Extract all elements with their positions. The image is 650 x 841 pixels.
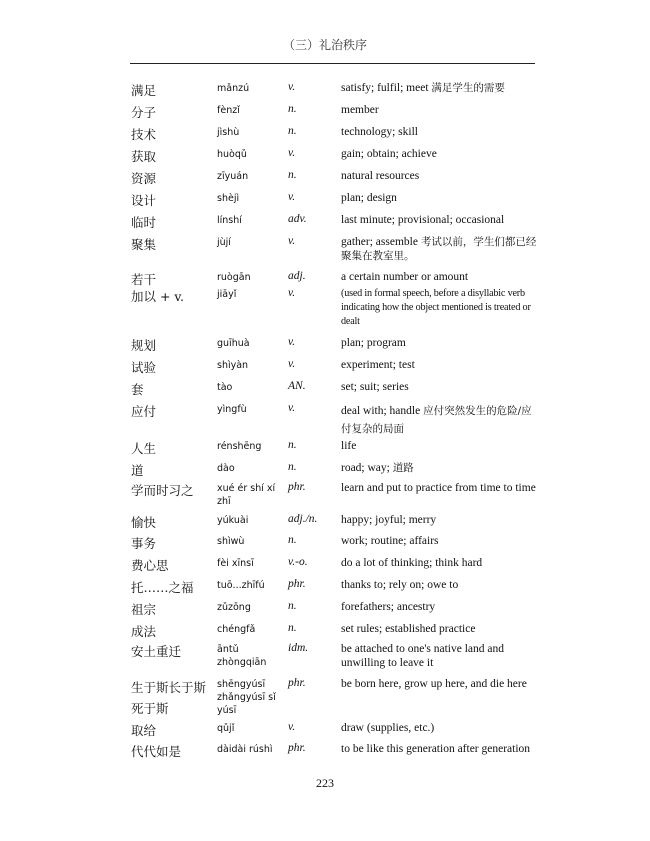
entry-pos: idm.	[288, 642, 309, 654]
entry-pos: v.	[288, 287, 296, 299]
entry-pinyin: dào	[217, 463, 235, 474]
header-rule	[130, 63, 535, 64]
entry-pinyin: zīyuán	[217, 171, 249, 182]
entry-pinyin: jiāyǐ	[217, 289, 237, 300]
list-item	[0, 620, 650, 640]
list-item	[0, 576, 650, 598]
entry-definition	[341, 439, 537, 453]
entry-hanzi: 若干	[131, 272, 157, 287]
list-item	[0, 233, 650, 268]
entry-pinyin: yìngfù	[217, 404, 247, 415]
entry-pinyin: línshí	[217, 215, 242, 226]
entry-definition	[341, 578, 537, 592]
definition-text: set rules; established practice	[341, 623, 476, 635]
list-item	[0, 123, 650, 145]
list-item	[0, 211, 650, 233]
entry-definition	[341, 336, 537, 350]
page-number: 223	[316, 776, 334, 790]
entry-definition	[341, 402, 537, 438]
entry-definition	[341, 556, 537, 570]
entry-hanzi: 聚集	[131, 237, 157, 252]
entry-pinyin: qǔjǐ	[217, 723, 235, 734]
entry-definition	[341, 191, 537, 205]
entry-pos: v.	[288, 336, 296, 348]
entry-pinyin: huòqǔ	[217, 149, 247, 160]
entry-pos: n.	[288, 534, 297, 546]
list-item	[0, 356, 650, 378]
entry-pos: AN.	[288, 380, 306, 392]
list-item	[0, 378, 650, 400]
definition-text: experiment; test	[341, 359, 415, 371]
example-text: 道路	[392, 462, 414, 474]
entry-hanzi: 成法	[131, 624, 157, 639]
entry-pos: phr.	[288, 742, 306, 754]
entry-hanzi: 技术	[131, 127, 157, 142]
definition-text: thanks to; rely on; owe to	[341, 579, 459, 591]
definition-text: (used in formal speech, before a disyllabic verb indicating how the object mentioned is treated or dealt	[341, 288, 531, 327]
entry-definition	[341, 622, 537, 636]
entry-pinyin: guīhuà	[217, 338, 250, 349]
list-item	[0, 459, 650, 479]
entry-pinyin: fènzǐ	[217, 105, 240, 116]
entry-hanzi: 愉快	[131, 515, 157, 530]
entry-pos: v.	[288, 191, 296, 203]
definition-text: member	[341, 104, 379, 116]
list-item	[0, 598, 650, 620]
list-item	[0, 740, 650, 772]
entry-pos: v.	[288, 721, 296, 733]
entry-definition	[341, 125, 537, 139]
definition-text: natural resources	[341, 170, 420, 182]
definition-text: road; way;	[341, 462, 393, 474]
entry-definition	[341, 270, 537, 284]
list-item	[0, 101, 650, 123]
entry-pinyin: chéngfǎ	[217, 624, 256, 635]
definition-text: to be like this generation after generation	[341, 743, 531, 755]
definition-text: a certain number or amount	[341, 271, 469, 283]
entry-pos: adv.	[288, 213, 307, 225]
definition-text: work; routine; affairs	[341, 535, 439, 547]
list-item	[0, 268, 650, 285]
list-item	[0, 479, 650, 511]
entry-pos: phr.	[288, 481, 306, 493]
example-text: 考试以前，学生们都已经聚集在教室里。	[341, 236, 537, 262]
entry-definition	[341, 235, 537, 263]
entry-hanzi: 规划	[131, 338, 157, 353]
entry-definition	[341, 358, 537, 372]
entry-definition	[341, 642, 537, 670]
entry-pinyin: jùjí	[217, 237, 231, 248]
entry-hanzi: 取给	[131, 723, 157, 738]
running-header: （三）礼治秩序	[282, 38, 367, 52]
definition-text: forefathers; ancestry	[341, 601, 436, 613]
list-item	[0, 437, 650, 459]
entry-pinyin: yúkuài	[217, 515, 249, 526]
entry-pos: n.	[288, 103, 297, 115]
definition-text: be attached to one's native land and unwilling to leave it	[341, 643, 505, 669]
entry-hanzi: 试验	[131, 360, 157, 375]
definition-text: be born here, grow up here, and die here	[341, 678, 527, 690]
entry-pos: n.	[288, 125, 297, 137]
entry-hanzi: 托……之福	[131, 580, 194, 595]
entry-pinyin: shìwù	[217, 536, 245, 547]
entry-hanzi: 套	[131, 382, 144, 397]
entry-pinyin: āntǔ zhòngqiān	[217, 644, 267, 668]
entry-hanzi: 加以 + v.	[131, 289, 184, 304]
definition-text: plan; design	[341, 192, 397, 204]
entry-pinyin: tuō...zhīfú	[217, 580, 265, 591]
entry-hanzi: 费心思	[131, 558, 169, 573]
entry-definition	[341, 721, 537, 735]
entry-definition	[341, 600, 537, 614]
entry-pos: v.-o.	[288, 556, 308, 568]
entry-pinyin: shìyàn	[217, 360, 249, 371]
entry-pinyin: zǔzōng	[217, 602, 251, 613]
vocabulary-list	[0, 79, 650, 772]
definition-text: plan; program	[341, 337, 406, 349]
entry-hanzi: 人生	[131, 441, 157, 456]
definition-text: satisfy; fulfil; meet	[341, 82, 432, 94]
list-item	[0, 554, 650, 576]
entry-hanzi: 生于斯长于斯死于斯	[131, 680, 207, 716]
entry-pos: phr.	[288, 578, 306, 590]
example-text: 满足学生的需要	[431, 82, 505, 94]
entry-hanzi: 祖宗	[131, 602, 157, 617]
list-item	[0, 189, 650, 211]
entry-definition	[341, 103, 537, 117]
entry-pinyin: tào	[217, 382, 233, 393]
entry-hanzi: 满足	[131, 83, 157, 98]
entry-pos: v.	[288, 81, 296, 93]
definition-text: technology; skill	[341, 126, 418, 138]
entry-pinyin: ruògān	[217, 272, 251, 283]
entry-pos: adj./n.	[288, 513, 318, 525]
entry-pos: n.	[288, 439, 297, 451]
list-item	[0, 532, 650, 554]
entry-definition	[341, 481, 537, 495]
entry-definition	[341, 534, 537, 548]
entry-pinyin: fèi xīnsī	[217, 558, 254, 569]
entry-hanzi: 临时	[131, 215, 157, 230]
list-item	[0, 511, 650, 532]
definition-text: gain; obtain; achieve	[341, 148, 437, 160]
entry-pos: phr.	[288, 677, 306, 689]
entry-definition	[341, 287, 537, 329]
entry-hanzi: 学而时习之	[131, 483, 194, 498]
list-item	[0, 640, 650, 675]
definition-text: draw (supplies, etc.)	[341, 722, 435, 734]
entry-hanzi: 应付	[131, 404, 157, 419]
definition-text: gather; assemble	[341, 236, 421, 248]
entry-hanzi: 安土重迁	[131, 644, 182, 659]
definition-text: last minute; provisional; occasional	[341, 214, 505, 226]
definition-text: do a lot of thinking; think hard	[341, 557, 483, 569]
entry-pinyin: xué ér shí xí zhī	[217, 483, 276, 507]
entry-pinyin: shēngyúsī zhǎngyúsī sǐ yúsī	[217, 679, 276, 716]
entry-hanzi: 事务	[131, 536, 157, 551]
entry-definition	[341, 380, 537, 394]
entry-hanzi: 道	[131, 463, 144, 478]
entry-hanzi: 获取	[131, 149, 157, 164]
entry-definition	[341, 147, 537, 161]
entry-pos: v.	[288, 402, 296, 414]
list-item	[0, 79, 650, 101]
list-item	[0, 334, 650, 356]
list-item	[0, 400, 650, 437]
definition-text: learn and put to practice from time to time	[341, 482, 536, 494]
entry-definition	[341, 677, 537, 691]
entry-definition	[341, 513, 537, 527]
entry-pos: n.	[288, 600, 297, 612]
definition-text: deal with; handle	[341, 405, 424, 417]
entry-pos: n.	[288, 461, 297, 473]
entry-pos: n.	[288, 622, 297, 634]
list-item	[0, 719, 650, 740]
entry-pinyin: rénshēng	[217, 441, 262, 452]
entry-pos: v.	[288, 358, 296, 370]
entry-pinyin: shèjì	[217, 193, 240, 204]
list-item	[0, 167, 650, 189]
entry-hanzi: 代代如是	[131, 744, 182, 759]
example-text: 应付突然发生的危险/应付复杂的局面	[341, 405, 532, 435]
entry-definition	[341, 213, 537, 227]
entry-pos: v.	[288, 235, 296, 247]
entry-definition	[341, 81, 537, 95]
list-item	[0, 145, 650, 167]
entry-definition	[341, 169, 537, 183]
entry-hanzi: 分子	[131, 105, 157, 120]
list-item	[0, 285, 650, 334]
entry-hanzi: 资源	[131, 171, 157, 186]
entry-hanzi: 设计	[131, 193, 157, 208]
entry-pinyin: mǎnzú	[217, 83, 250, 94]
definition-text: set; suit; series	[341, 381, 409, 393]
entry-pos: v.	[288, 147, 296, 159]
entry-definition	[341, 461, 537, 475]
definition-text: life	[341, 440, 357, 452]
entry-pinyin: jìshù	[217, 127, 240, 138]
entry-pos: adj.	[288, 270, 306, 282]
definition-text: happy; joyful; merry	[341, 514, 437, 526]
entry-definition	[341, 742, 537, 756]
entry-pinyin: dàidài rúshì	[217, 744, 273, 755]
list-item	[0, 675, 650, 719]
entry-pos: n.	[288, 169, 297, 181]
